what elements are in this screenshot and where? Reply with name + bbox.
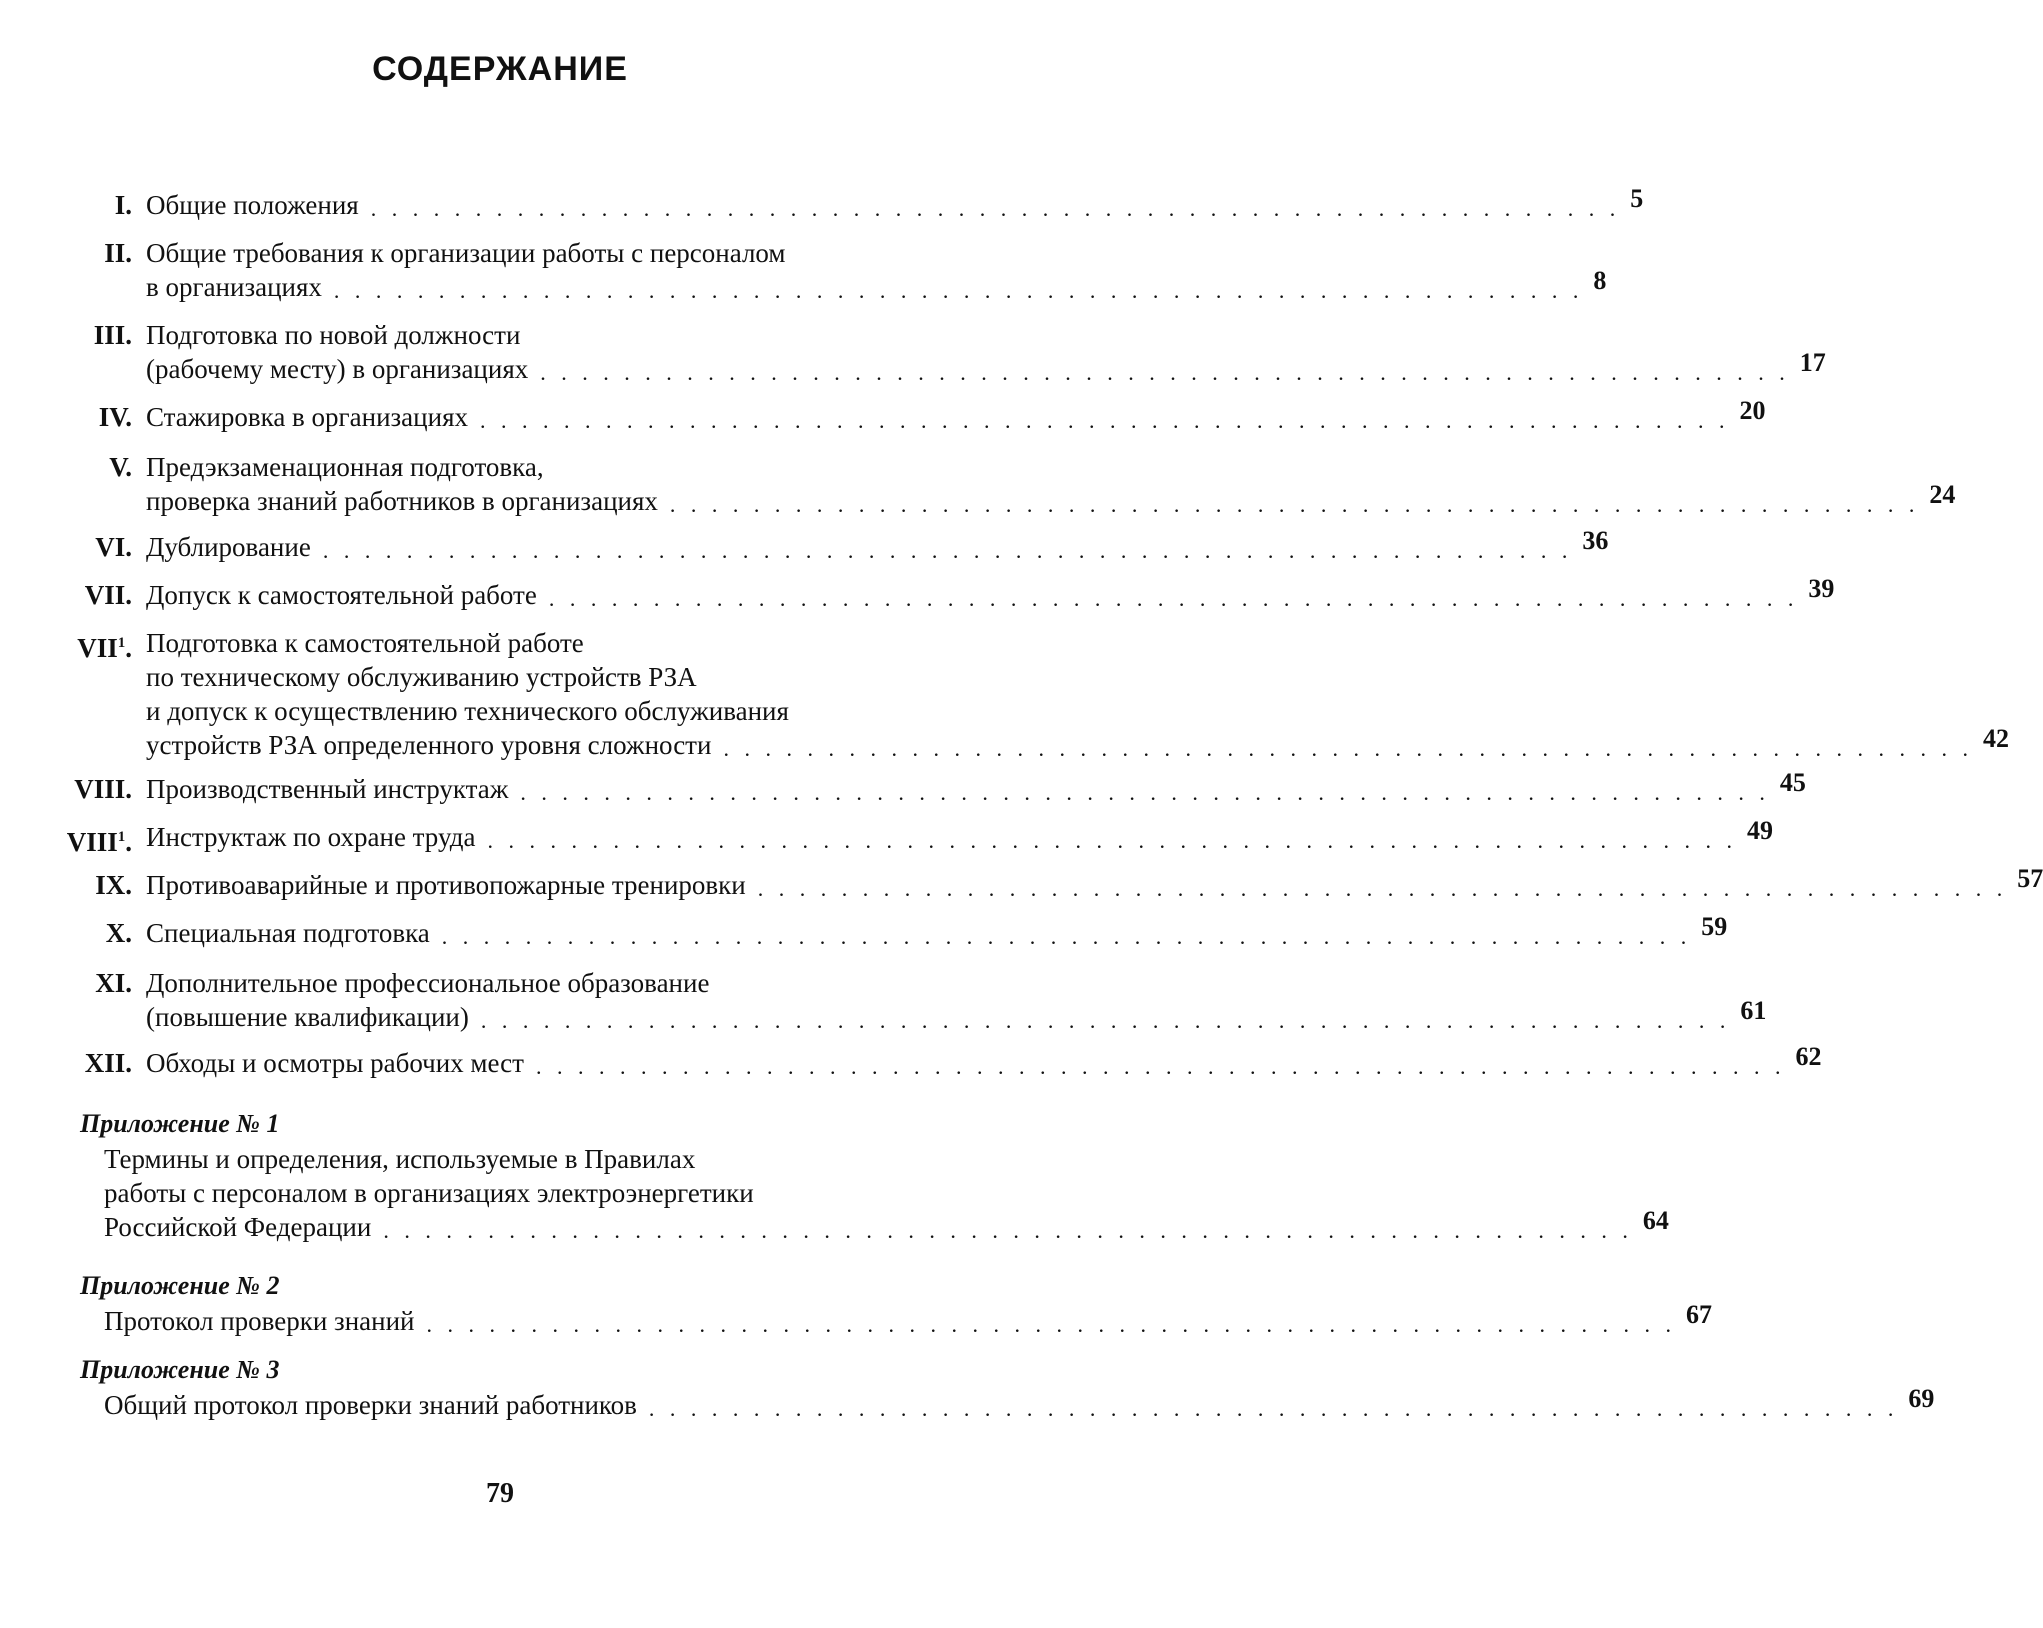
entry-line xyxy=(146,1042,1822,1080)
entry-text xyxy=(146,318,1826,386)
entry-page-number: 20 xyxy=(1739,396,1766,425)
entry-page-number: 24 xyxy=(1929,480,1956,509)
dot-leader: . . . . . . . . . . . . . . . . . . . . . . . . . . . . . . . . . . . . . . . . . . . . . . . . . . . . . . . . . . . . xyxy=(441,924,1692,949)
entry-title-line: Термины и определения, используемые в Правилах xyxy=(104,1144,696,1174)
page-title: СОДЕРЖАНИЕ xyxy=(372,50,628,88)
section-numeral xyxy=(60,318,132,352)
section-numeral: VII$^1$. xyxy=(77,633,132,663)
entry-text xyxy=(146,626,2009,762)
entry-line xyxy=(146,768,1806,806)
entry-page-number: 17 xyxy=(1799,348,1826,377)
entry-text xyxy=(146,574,1835,612)
section-numeral-text: XI. xyxy=(95,968,132,998)
entry-line xyxy=(146,816,1773,854)
entry-page-number: 49 xyxy=(1746,816,1773,845)
entry-line xyxy=(146,526,1609,564)
entry-title-line: Обходы и осмотры рабочих мест xyxy=(146,1048,524,1078)
entry-text xyxy=(146,1042,1822,1080)
section-numeral-text: XII. xyxy=(84,1048,132,1078)
entry-line xyxy=(146,864,2043,902)
entry-page-number: 57 xyxy=(2017,864,2043,893)
entry-title-line: (повышение квалификации) xyxy=(146,1002,469,1032)
entry-title-line: работы с персоналом в организациях электроэнергетики xyxy=(104,1178,754,1208)
entry-text xyxy=(104,1384,1935,1422)
section-numeral-text: VIII. xyxy=(74,774,132,804)
appendix-label: Приложение № 1 xyxy=(80,1109,280,1138)
appendix-label: Приложение № 2 xyxy=(80,1271,280,1300)
entry-title-line: проверка знаний работников в организациях xyxy=(146,486,658,516)
dot-leader: . . . . . . . . . . . . . . . . . . . . . . . . . . . . . . . . . . . . . . . . . . . . . . . . . . . . . . . . . . . . xyxy=(383,1218,1633,1243)
section-numeral-text: VII. xyxy=(84,580,132,610)
section-numeral-superscript: 1 xyxy=(117,829,126,845)
entry-text xyxy=(146,526,1609,564)
page-number: 79 xyxy=(486,1478,514,1509)
section-numeral xyxy=(60,578,132,612)
section-numeral-text: II. xyxy=(104,238,132,268)
section-numeral-text: IV. xyxy=(98,402,132,432)
entry-line xyxy=(146,724,2009,762)
entry-title-line: Специальная подготовка xyxy=(146,918,430,948)
entry-title-line: Противоаварийные и противопожарные тренировки xyxy=(146,870,746,900)
entry-title-line: Инструктаж по охране труда xyxy=(146,822,476,852)
entry-title-line: (рабочему месту) в организациях xyxy=(146,354,529,384)
section-numeral xyxy=(60,400,132,434)
entry-title-line: устройств РЗА определенного уровня сложности xyxy=(146,730,712,760)
entry-text xyxy=(146,816,1773,854)
entry-line xyxy=(146,912,1728,950)
entry-line xyxy=(146,396,1766,434)
entry-line xyxy=(104,1384,1935,1422)
entry-text xyxy=(146,864,2043,902)
entry-title-line: в организациях xyxy=(146,272,322,302)
entry-title-line: Дополнительное профессиональное образование xyxy=(146,968,710,998)
entry-line xyxy=(146,236,886,270)
entry-line xyxy=(146,348,1826,386)
entry-page-number: 5 xyxy=(1630,184,1644,213)
entry-line xyxy=(146,184,1644,222)
entry-text xyxy=(146,912,1728,950)
section-numeral xyxy=(60,772,132,806)
entry-line xyxy=(146,694,886,728)
section-numeral: VIII$^1$. xyxy=(66,827,132,857)
entry-title-line: Подготовка к самостоятельной работе xyxy=(146,628,584,658)
entry-page-number: 42 xyxy=(1982,724,2009,753)
section-numeral-superscript: 1 xyxy=(117,635,126,651)
entry-line xyxy=(146,318,886,352)
section-numeral-text: VI. xyxy=(95,532,132,562)
dot-leader: . . . . . . . . . . . . . . . . . . . . . . . . . . . . . . . . . . . . . . . . . . . . . . . . . . . . . . . . . . . . xyxy=(540,360,1790,385)
entry-page-number: 45 xyxy=(1779,768,1806,797)
entry-page-number: 69 xyxy=(1908,1384,1935,1413)
dot-leader: . . . . . . . . . . . . . . . . . . . . . . . . . . . . . . . . . . . . . . . . . . . . . . . . . . . . . . . . . . . . xyxy=(333,278,1584,303)
dot-leader: . . . . . . . . . . . . . . . . . . . . . . . . . . . . . . . . . . . . . . . . . . . . . . . . . . . . . . . . . . . . xyxy=(322,538,1573,563)
section-numeral xyxy=(60,236,132,270)
section-numeral xyxy=(60,916,132,950)
entry-text xyxy=(146,236,1607,304)
entry-text xyxy=(146,768,1806,806)
entry-title-line: Производственный инструктаж xyxy=(146,774,509,804)
section-numeral-text: I. xyxy=(114,190,132,220)
entry-title-line: Общий протокол проверки знаний работников xyxy=(104,1390,637,1420)
section-numeral xyxy=(60,868,132,902)
entry-line xyxy=(146,574,1835,612)
entry-title-line: Общие требования к организации работы с персоналом xyxy=(146,238,786,268)
entry-text xyxy=(146,450,1956,518)
entry-text xyxy=(146,396,1766,434)
dot-leader: . . . . . . . . . . . . . . . . . . . . . . . . . . . . . . . . . . . . . . . . . . . . . . . . . . . . . . . . . . . . xyxy=(426,1312,1676,1337)
section-numeral-text: V. xyxy=(109,452,132,482)
entry-title-line: и допуск к осуществлению технического обслуживания xyxy=(146,696,789,726)
entry-title-line: Предэкзаменационная подготовка, xyxy=(146,452,544,482)
appendix-label: Приложение № 3 xyxy=(80,1355,280,1384)
section-numeral-text: VIII xyxy=(66,827,118,857)
section-numeral-text: X. xyxy=(105,918,132,948)
section-numeral xyxy=(60,188,132,222)
entry-page-number: 39 xyxy=(1808,574,1835,603)
dot-leader: . . . . . . . . . . . . . . . . . . . . . . . . . . . . . . . . . . . . . . . . . . . . . . . . . . . . . . . . . . . . xyxy=(479,408,1730,433)
section-numeral-text: VII xyxy=(77,633,118,663)
entry-page-number: 67 xyxy=(1686,1300,1712,1329)
entry-line xyxy=(146,480,1956,518)
section-numeral xyxy=(60,966,132,1000)
entry-page-number: 8 xyxy=(1593,266,1607,295)
dot-leader: . . . . . . . . . . . . . . . . . . . . . . . . . . . . . . . . . . . . . . . . . . . . . . . . . . . . . . . . . . . . xyxy=(520,780,1770,805)
dot-leader: . . . . . . . . . . . . . . . . . . . . . . . . . . . . . . . . . . . . . . . . . . . . . . . . . . . . . . . . . . . . xyxy=(723,736,1973,761)
entry-page-number: 64 xyxy=(1642,1206,1669,1235)
entry-text xyxy=(104,1142,1669,1244)
entry-title-line: Стажировка в организациях xyxy=(146,402,468,432)
entry-line xyxy=(146,266,1607,304)
entry-line xyxy=(104,1176,886,1210)
entry-page-number: 36 xyxy=(1582,526,1609,555)
dot-leader: . . . . . . . . . . . . . . . . . . . . . . . . . . . . . . . . . . . . . . . . . . . . . . . . . . . . . . . . . . . . xyxy=(757,876,2008,901)
entry-text xyxy=(146,966,1767,1034)
entry-title-line: Общие положения xyxy=(146,190,359,220)
entry-line xyxy=(146,966,886,1000)
section-numeral xyxy=(60,530,132,564)
entry-title-line: по техническому обслуживанию устройств РЗА xyxy=(146,662,697,692)
dot-leader: . . . . . . . . . . . . . . . . . . . . . . . . . . . . . . . . . . . . . . . . . . . . . . . . . . . . . . . . . . . . xyxy=(669,492,1920,517)
entry-title-line: Российской Федерации xyxy=(104,1212,372,1242)
dot-leader: . . . . . . . . . . . . . . . . . . . . . . . . . . . . . . . . . . . . . . . . . . . . . . . . . . . . . . . . . . . . xyxy=(648,1396,1899,1421)
entry-title-line: Допуск к самостоятельной работе xyxy=(146,580,537,610)
entry-title-line: Дублирование xyxy=(146,532,311,562)
entry-line xyxy=(104,1206,1669,1244)
entry-line xyxy=(146,660,886,694)
entry-line xyxy=(146,626,886,660)
entry-line xyxy=(146,996,1767,1034)
entry-line xyxy=(146,450,886,484)
section-numeral-text: IX. xyxy=(95,870,132,900)
entry-text xyxy=(104,1300,1712,1338)
entry-text xyxy=(146,184,1644,222)
entry-line xyxy=(104,1300,1712,1338)
entry-page-number: 59 xyxy=(1701,912,1728,941)
section-numeral-text: III. xyxy=(93,320,132,350)
entry-line xyxy=(104,1142,886,1176)
entry-page-number: 61 xyxy=(1740,996,1767,1025)
dot-leader: . . . . . . . . . . . . . . . . . . . . . . . . . . . . . . . . . . . . . . . . . . . . . . . . . . . . . . . . . . . . xyxy=(487,828,1737,853)
dot-leader: . . . . . . . . . . . . . . . . . . . . . . . . . . . . . . . . . . . . . . . . . . . . . . . . . . . . . . . . . . . . xyxy=(548,586,1799,611)
section-numeral xyxy=(60,450,132,484)
dot-leader: . . . . . . . . . . . . . . . . . . . . . . . . . . . . . . . . . . . . . . . . . . . . . . . . . . . . . . . . . . . . xyxy=(535,1054,1786,1079)
dot-leader: . . . . . . . . . . . . . . . . . . . . . . . . . . . . . . . . . . . . . . . . . . . . . . . . . . . . . . . . . . . . xyxy=(370,196,1621,221)
entry-title-line: Подготовка по новой должности xyxy=(146,320,521,350)
dot-leader: . . . . . . . . . . . . . . . . . . . . . . . . . . . . . . . . . . . . . . . . . . . . . . . . . . . . . . . . . . . . xyxy=(480,1008,1731,1033)
entry-title-line: Протокол проверки знаний xyxy=(104,1306,415,1336)
entry-page-number: 62 xyxy=(1795,1042,1822,1071)
section-numeral xyxy=(60,1046,132,1080)
